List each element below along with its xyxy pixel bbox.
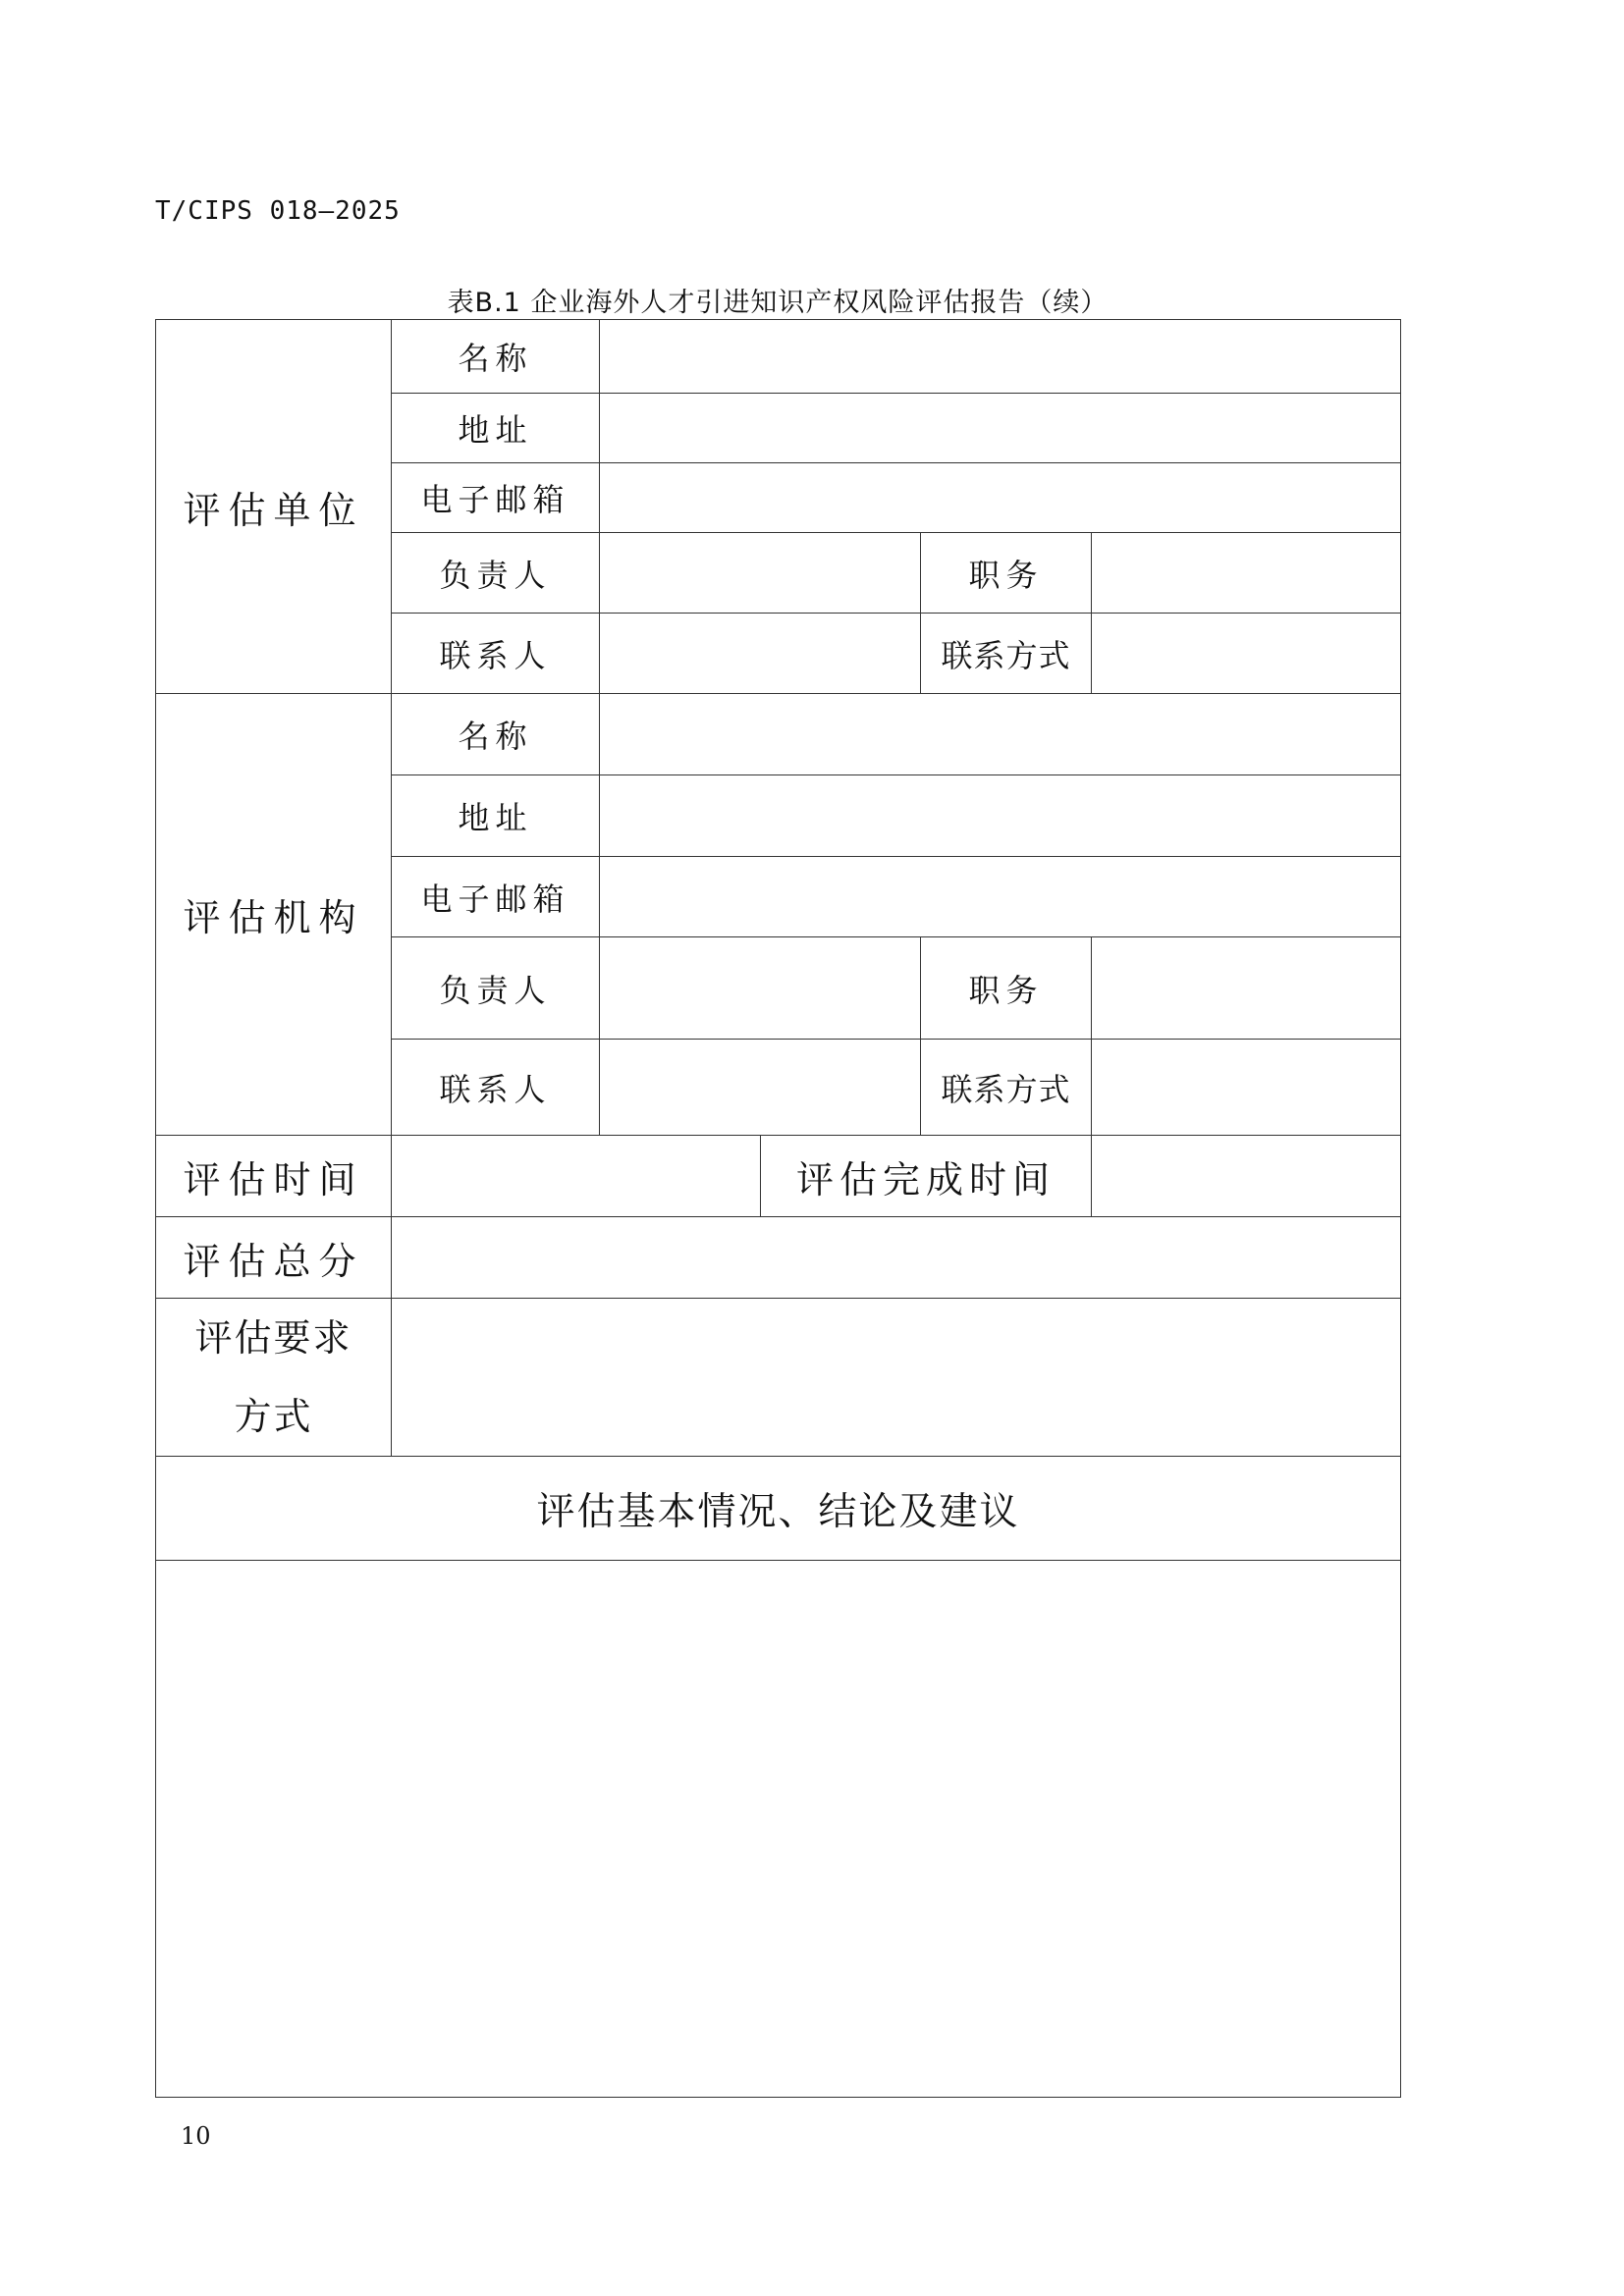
page-number: 10 [181,2122,211,2150]
total-score-label: 评估总分 [156,1217,392,1299]
unit-contact-field[interactable] [600,614,921,694]
requirement-label [156,1299,392,1457]
agency-name-row [156,694,1401,775]
eval-time-row [156,1136,1401,1217]
agency-email-field[interactable] [600,857,1401,937]
requirement-field[interactable] [392,1299,1401,1457]
agency-email-label: 电子邮箱 [392,857,600,937]
basic-info-content-field[interactable] [156,1561,1401,2098]
agency-name-field[interactable] [600,694,1401,775]
basic-info-content-row [156,1561,1401,2098]
unit-address-label: 地址 [392,394,600,463]
agency-contact-method-field[interactable] [1092,1040,1401,1136]
basic-info-heading: 评估基本情况、结论及建议 [156,1457,1401,1561]
agency-contact-method-label: 联系方式 [921,1040,1092,1136]
document-code: T/CIPS 018—2025 [155,196,401,226]
agency-position-label: 职务 [921,937,1092,1040]
eval-time-label: 评估时间 [156,1136,392,1217]
agency-name-label: 名称 [392,694,600,775]
total-score-row [156,1217,1401,1299]
eval-time-field[interactable] [392,1136,761,1217]
completion-time-label: 评估完成时间 [761,1136,1092,1217]
unit-name-field[interactable] [600,320,1401,394]
unit-name-row [156,320,1401,394]
unit-email-label: 电子邮箱 [392,463,600,533]
agency-position-field[interactable] [1092,937,1401,1040]
agency-address-field[interactable] [600,775,1401,857]
requirement-label-line2: 方式 [234,1395,313,1438]
completion-time-field[interactable] [1092,1136,1401,1217]
requirement-row [156,1299,1401,1457]
requirement-label-line1: 评估要求 [194,1316,352,1360]
total-score-field[interactable] [392,1217,1401,1299]
unit-position-field[interactable] [1092,533,1401,614]
agency-address-label: 地址 [392,775,600,857]
unit-contact-method-label: 联系方式 [921,614,1092,694]
unit-contact-method-field[interactable] [1092,614,1401,694]
unit-person-field[interactable] [600,533,921,614]
agency-person-label: 负责人 [392,937,600,1040]
basic-info-header-row [156,1457,1401,1561]
unit-name-label: 名称 [392,320,600,394]
table-caption: 表B.1 企业海外人才引进知识产权风险评估报告（续） [447,288,1109,318]
unit-person-label: 负责人 [392,533,600,614]
agency-person-field[interactable] [600,937,921,1040]
agency-contact-field[interactable] [600,1040,921,1136]
risk-assessment-form [155,319,1401,2098]
unit-contact-label: 联系人 [392,614,600,694]
unit-email-field[interactable] [600,463,1401,533]
unit-position-label: 职务 [921,533,1092,614]
agency-contact-label: 联系人 [392,1040,600,1136]
unit-section-label: 评估单位 [156,320,392,694]
agency-section-label: 评估机构 [156,694,392,1136]
unit-address-field[interactable] [600,394,1401,463]
